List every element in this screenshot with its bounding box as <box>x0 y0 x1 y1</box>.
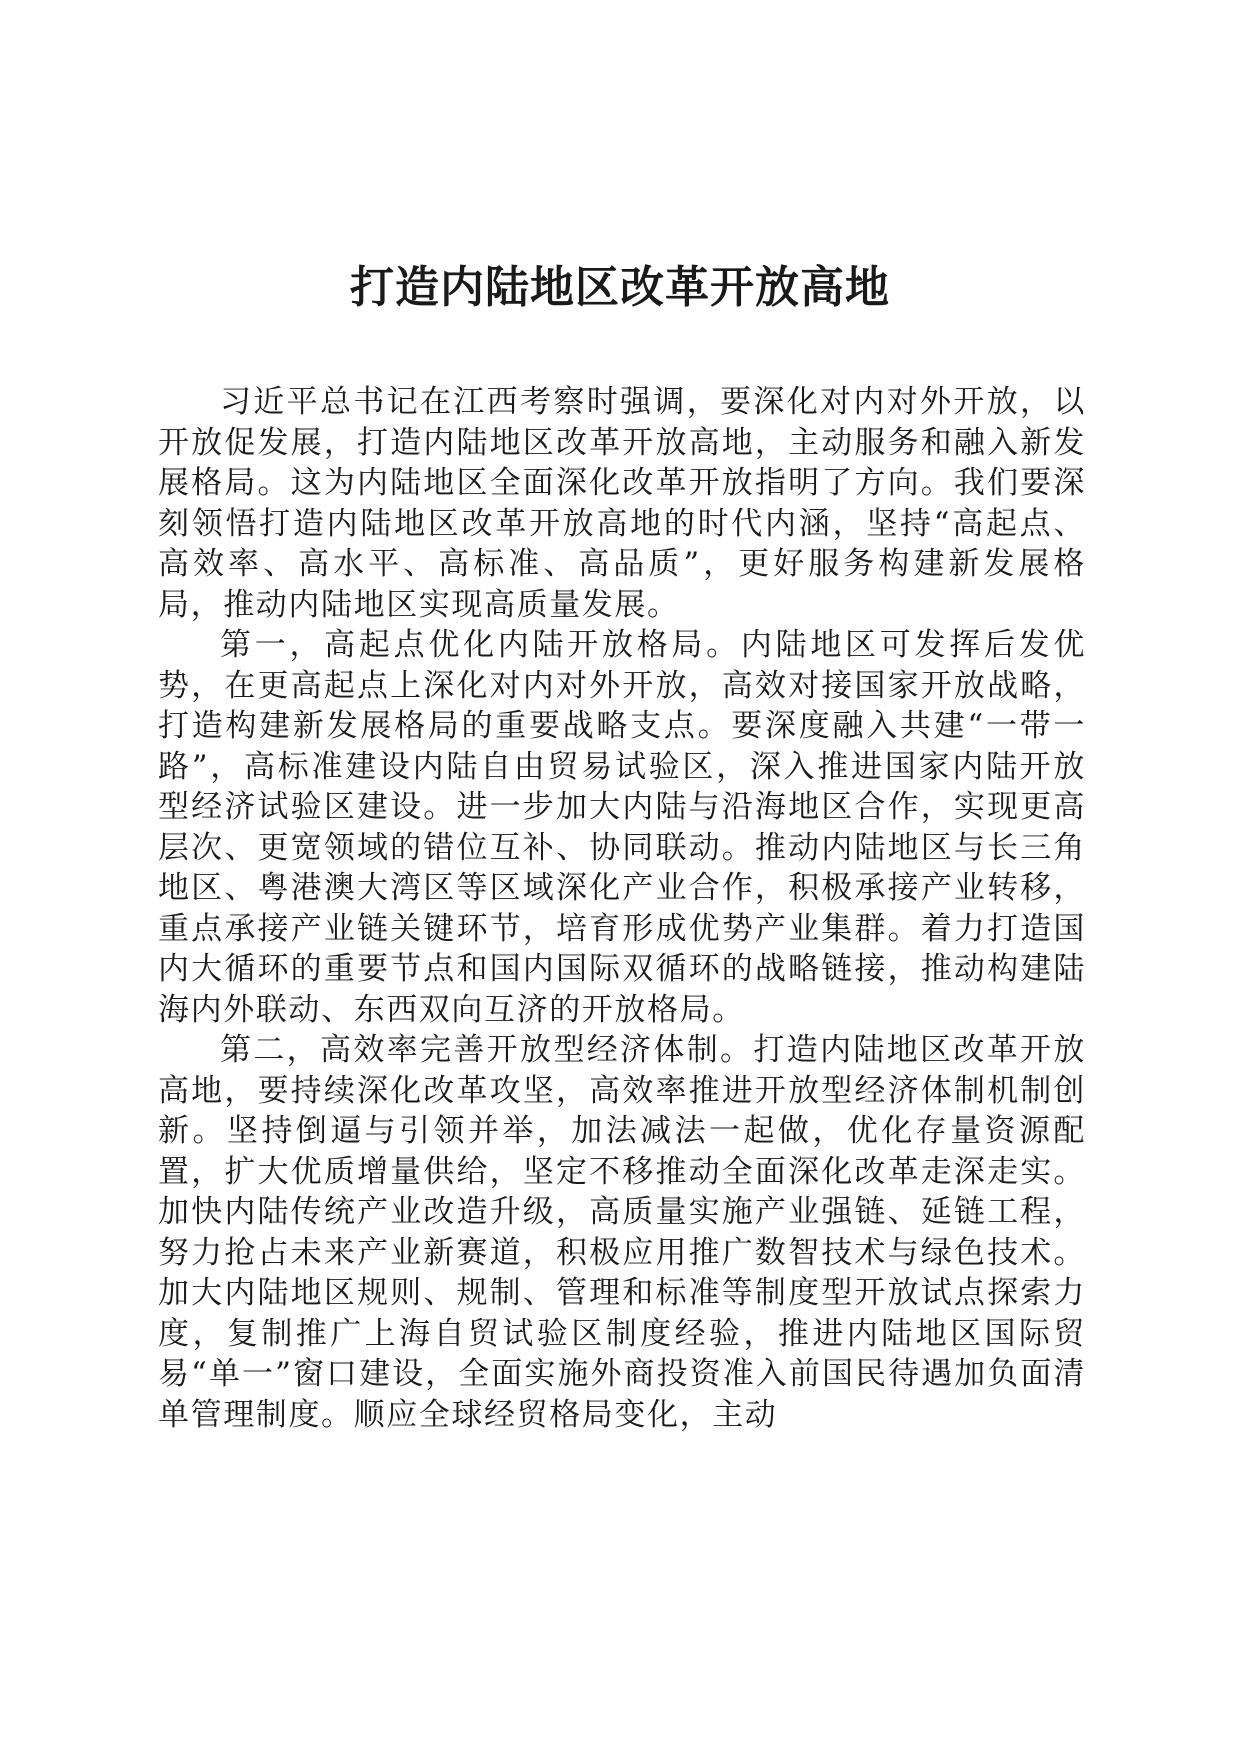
document-title: 打造内陆地区改革开放高地 <box>350 262 890 313</box>
document-body <box>158 382 1086 1435</box>
paragraph-first-point: 第一，高起点优化内陆开放格局。内陆地区可发挥后发优势，在更高起点上深化对内对外开放，高效对接国家开放战略，打造构建新发展格局的重要战略支点。要深度融入共建“一带一路”，高标准建设内陆自由贸易试验区，深入推进国家内陆开放型经济试验区建设。进一步加大内陆与沿海地区合作，实现更高层次、更宽领域的错位互补、协同联动。推动内陆地区与长三角地区、粤港澳大湾区等区域深化产业合作，积极承接产业转移，重点承接产业链关键环节，培育形成优势产业集群。着力打造国内大循环的重要节点和国内国际双循环的战略链接，推动构建陆海内外联动、东西双向互济的开放格局。 <box>158 627 1086 1028</box>
paragraph-second-point: 第二，高效率完善开放型经济体制。打造内陆地区改革开放高地，要持续深化改革攻坚，高效率推进开放型经济体制机制创新。坚持倒逼与引领并举，加法减法一起做，优化存量资源配置，扩大优质增量供给，坚定不移推动全面深化改革走深走实。加快内陆传统产业改造升级，高质量实施产业强链、延链工程，努力抢占未来产业新赛道，积极应用推广数智技术与绿色技术。加大内陆地区规则、规制、管理和标准等制度型开放试点探索力度，复制推广上海自贸试验区制度经验，推进内陆地区国际贸易“单一”窗口建设，全面实施外商投资准入前国民待遇加负面清单管理制度。顺应全球经贸格局变化，主动 <box>158 1032 1086 1433</box>
paragraph-intro: 习近平总书记在江西考察时强调，要深化对内对外开放，以开放促发展，打造内陆地区改革开放高地，主动服务和融入新发展格局。这为内陆地区全面深化改革开放指明了方向。我们要深刻领悟打造内陆地区改革开放高地的时代内涵，坚持“高起点、高效率、高水平、高标准、高品质”，更好服务构建新发展格局，推动内陆地区实现高质量发展。 <box>158 384 1086 623</box>
